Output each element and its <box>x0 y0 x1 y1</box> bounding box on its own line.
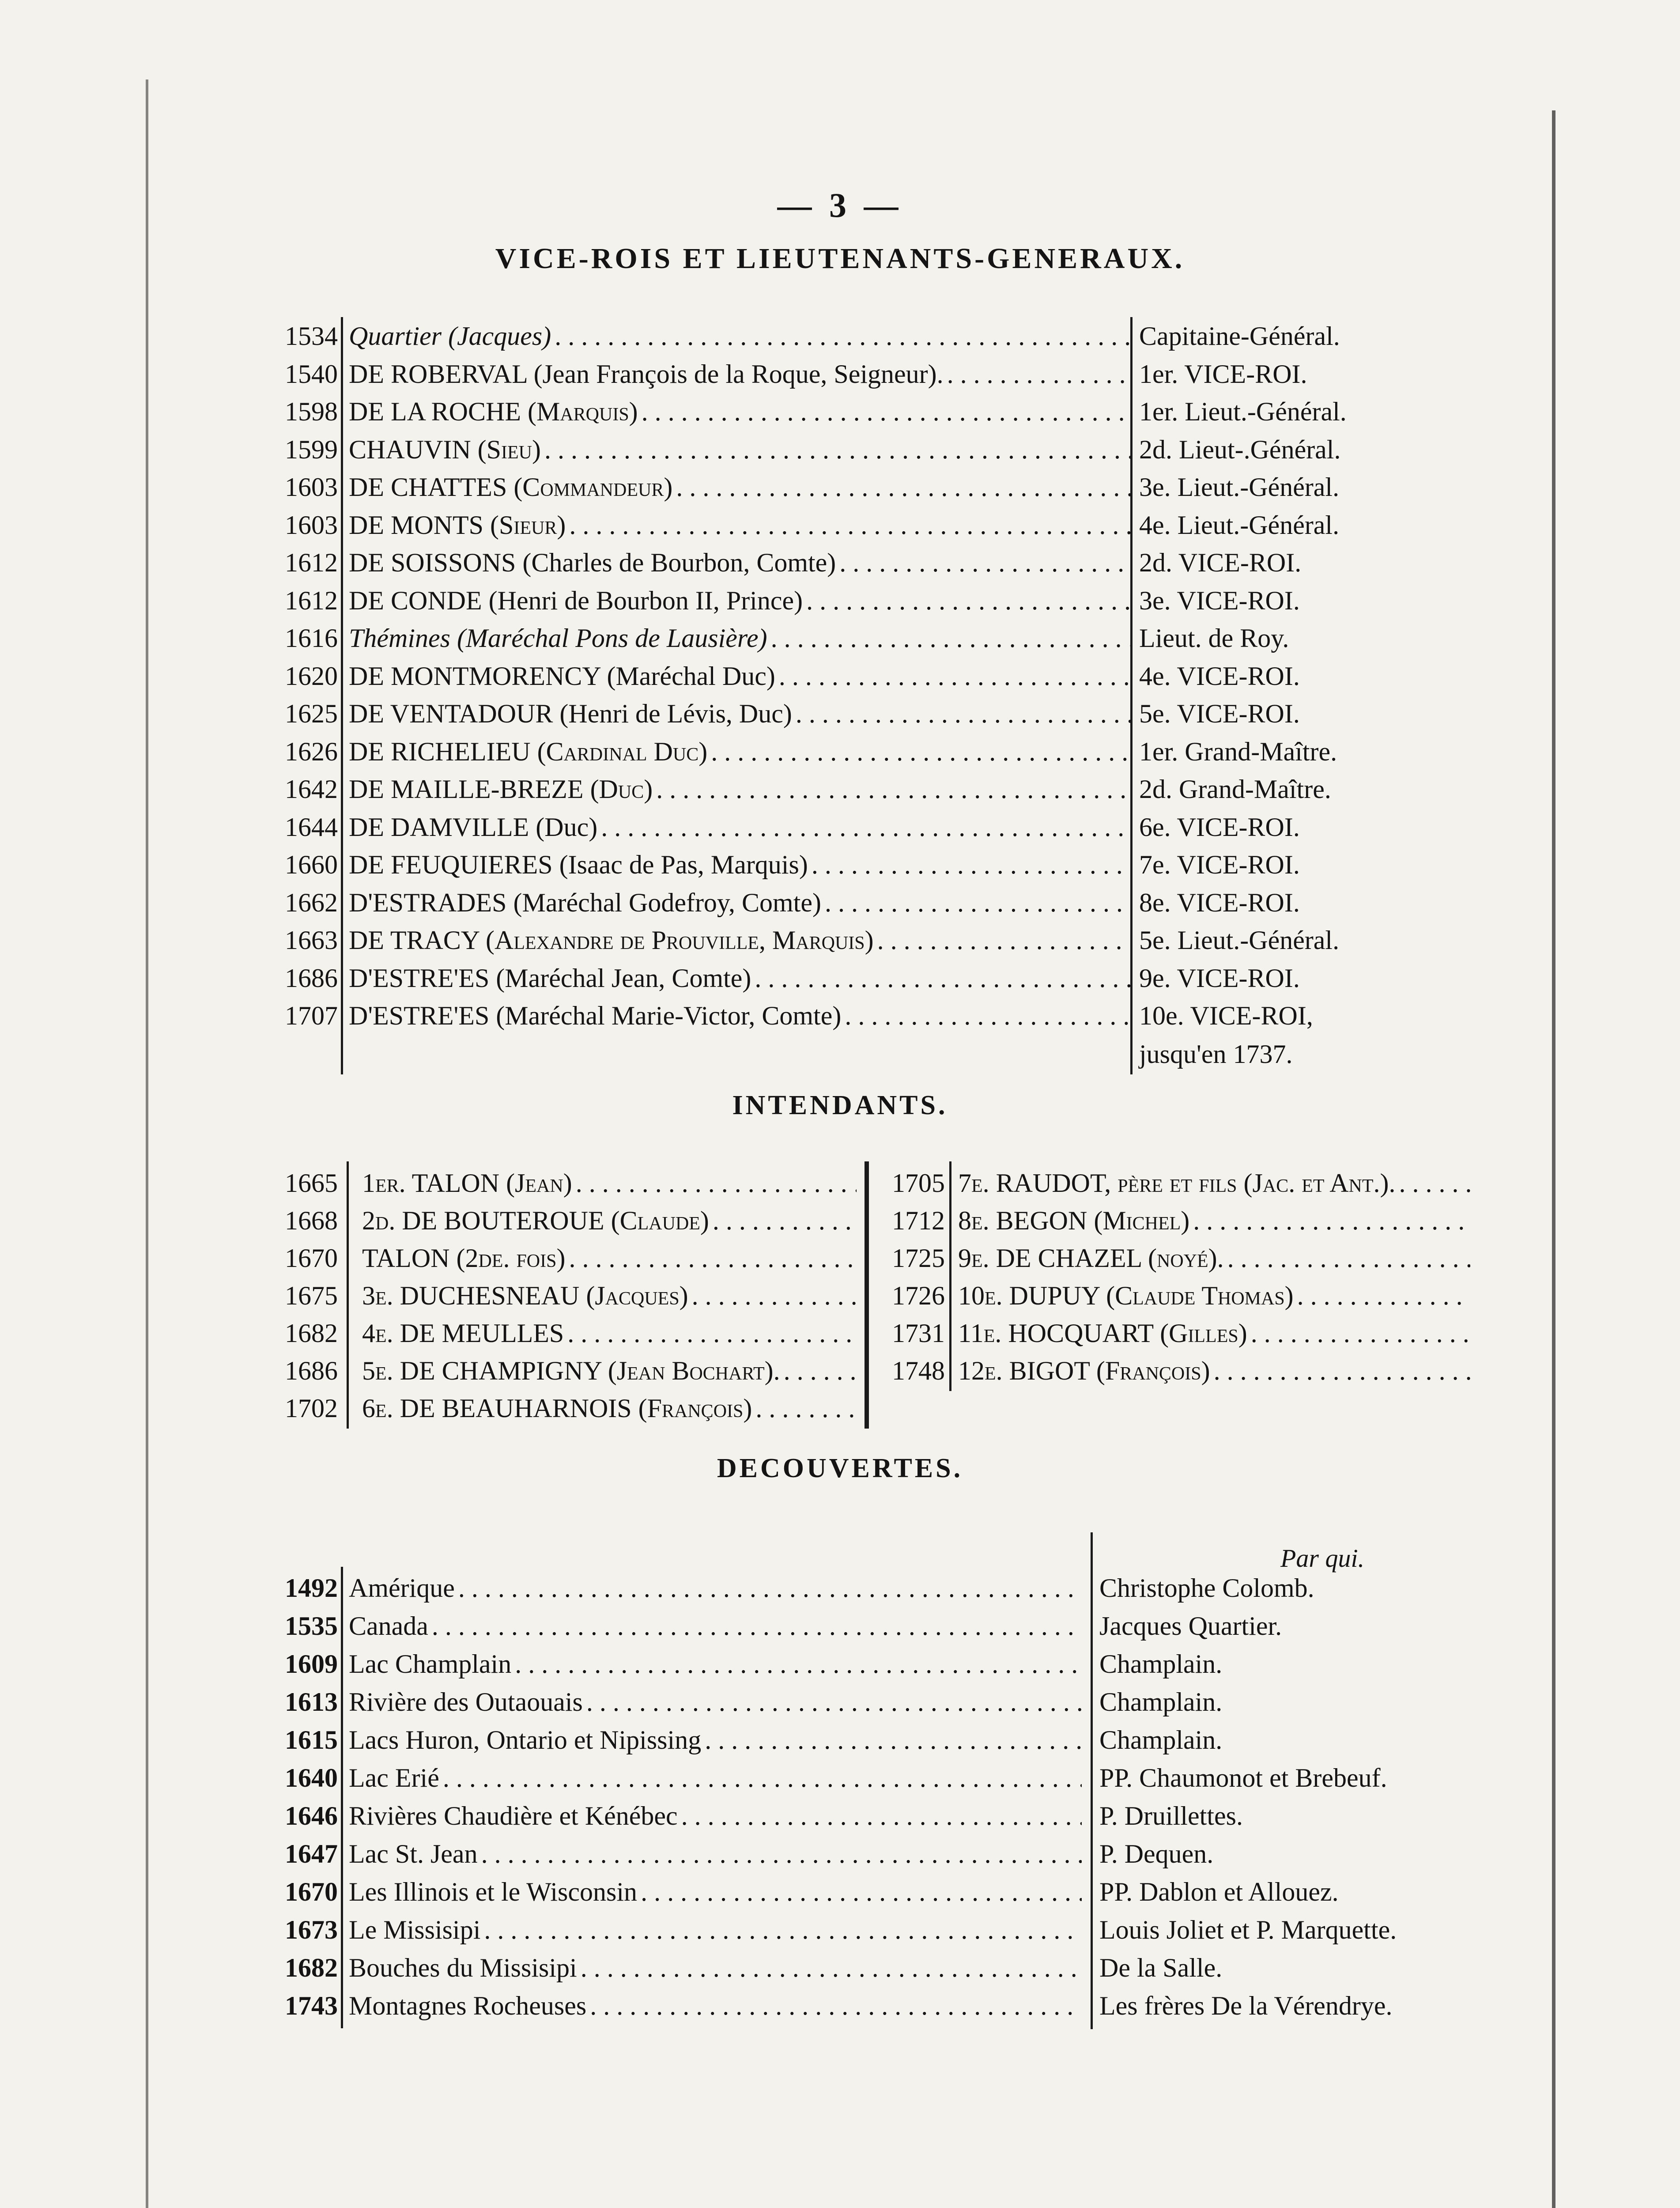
section-title-intendants: INTENDANTS. <box>732 1090 948 1120</box>
entry-name: Lac Erié <box>349 1763 439 1792</box>
entry-name: DE LA ROCHE (Marquis) <box>349 397 638 426</box>
entry-year: 1725 <box>892 1244 945 1273</box>
dot-leader <box>586 1987 1082 2025</box>
dot-leader <box>653 770 1130 808</box>
table-row <box>0 733 1545 771</box>
table-row <box>0 770 1545 808</box>
dot-leader <box>583 1683 1082 1721</box>
entry-role: 1er. VICE-ROI. <box>1139 359 1307 389</box>
entry-name-cell <box>958 1314 1470 1352</box>
dot-leader <box>480 1911 1082 1949</box>
entry-name: Montagnes Rocheuses <box>349 1991 587 2020</box>
entry-year: 1646 <box>285 1801 338 1830</box>
entry-year: 1662 <box>285 888 338 917</box>
table-row <box>0 1389 865 1427</box>
entry-year: 1615 <box>285 1725 338 1754</box>
dot-leader <box>808 846 1130 884</box>
entry-year: 1668 <box>285 1206 338 1235</box>
dot-leader <box>566 506 1130 544</box>
table-row <box>0 1683 1545 1721</box>
entry-name-cell <box>958 1277 1470 1315</box>
entry-year: 1616 <box>285 624 338 653</box>
entry-name-cell <box>349 317 1130 355</box>
entry-name-cell <box>958 1239 1470 1277</box>
entry-name: Lac Champlain <box>349 1649 512 1679</box>
entry-name: D'ESTRE'ES (Maréchal Marie-Victor, Comte) <box>349 1001 842 1030</box>
table-row <box>0 1314 1501 1352</box>
entry-year: 1535 <box>285 1611 338 1641</box>
entry-year: 1670 <box>285 1877 338 1906</box>
entry-discoverer: P. Druillettes. <box>1099 1801 1243 1830</box>
dot-leader <box>821 884 1130 922</box>
dot-leader <box>672 468 1130 506</box>
entry-name-cell <box>349 695 1130 733</box>
table-row <box>0 544 1545 582</box>
entry-name: Lac St. Jean <box>349 1839 478 1868</box>
entry-year: 1682 <box>285 1953 338 1982</box>
entry-discoverer: Les frères De la Vérendrye. <box>1099 1991 1393 2020</box>
entry-year: 1612 <box>285 548 338 577</box>
entry-year: 1603 <box>285 510 338 540</box>
dot-leader <box>551 317 1130 355</box>
entry-name-cell <box>958 1164 1470 1202</box>
table-row <box>0 1239 1501 1277</box>
entry-year: 1599 <box>285 435 338 464</box>
entry-name: 8e. BEGON (Michel) <box>958 1206 1190 1235</box>
entry-role: 8e. VICE-ROI. <box>1139 888 1300 917</box>
entry-name-cell <box>349 1645 1082 1683</box>
table-row <box>0 1645 1545 1683</box>
entry-year: 1644 <box>285 812 338 842</box>
dot-leader <box>1247 1314 1470 1352</box>
entry-name: 6e. DE BEAUHARNOIS (François) <box>362 1394 752 1423</box>
entry-name: D'ESTRADES (Maréchal Godefroy, Comte) <box>349 888 822 917</box>
entry-name: Rivières Chaudière et Kénébec <box>349 1801 678 1830</box>
dot-leader <box>1396 1164 1470 1202</box>
dot-leader <box>1224 1239 1470 1277</box>
vice-rois-continuation: jusqu'en 1737. <box>1139 1040 1293 1069</box>
entry-year: 1675 <box>285 1281 338 1310</box>
entry-role: 4e. Lieut.-Général. <box>1139 510 1340 540</box>
entry-name: DE RICHELIEU (Cardinal Duc) <box>349 737 708 766</box>
entry-name-cell <box>349 657 1130 695</box>
table-row <box>0 1721 1545 1759</box>
entry-name: 1er. TALON (Jean) <box>362 1168 572 1198</box>
entry-role: 2d. Grand-Maître. <box>1139 775 1331 804</box>
entry-name: 4e. DE MEULLES <box>362 1319 564 1348</box>
decouvertes-by-header: Par qui. <box>1280 1544 1365 1573</box>
entry-role: 1er. Grand-Maître. <box>1139 737 1337 766</box>
entry-discoverer: Christophe Colomb. <box>1099 1573 1314 1603</box>
entry-year: 1640 <box>285 1763 338 1792</box>
entry-role: 5e. VICE-ROI. <box>1139 699 1300 728</box>
entry-role: 4e. VICE-ROI. <box>1139 661 1300 691</box>
dot-leader <box>511 1645 1082 1683</box>
entry-year: 1731 <box>892 1319 945 1348</box>
entry-year: 1625 <box>285 699 338 728</box>
entry-role: 9e. VICE-ROI. <box>1139 963 1300 993</box>
entry-name: 3e. DUCHESNEAU (Jacques) <box>362 1281 688 1310</box>
entry-year: 1686 <box>285 1356 338 1385</box>
entry-name: D'ESTRE'ES (Maréchal Jean, Comte) <box>349 963 751 993</box>
table-row <box>0 1607 1545 1645</box>
entry-name: 11e. HOCQUART (Gilles) <box>958 1319 1247 1348</box>
entry-year: 1707 <box>285 1001 338 1030</box>
entry-name-cell <box>349 921 1130 959</box>
entry-year: 1540 <box>285 359 338 389</box>
entry-name-cell <box>349 1569 1082 1607</box>
entry-name: DE VENTADOUR (Henri de Lévis, Duc) <box>349 699 792 728</box>
entry-year: 1726 <box>892 1281 945 1310</box>
table-row <box>0 431 1545 469</box>
entry-name-cell <box>349 1949 1082 1987</box>
dot-leader <box>439 1759 1082 1797</box>
dot-leader <box>701 1721 1082 1759</box>
entry-year: 1660 <box>285 850 338 879</box>
entry-year: 1626 <box>285 737 338 766</box>
dot-leader <box>751 959 1130 997</box>
entry-year: 1642 <box>285 775 338 804</box>
table-row <box>0 657 1545 695</box>
entry-role: 6e. VICE-ROI. <box>1139 812 1300 842</box>
entry-discoverer: Champlain. <box>1099 1725 1223 1754</box>
table-row <box>0 317 1545 355</box>
entry-name-cell <box>349 846 1130 884</box>
entry-name-cell <box>349 1873 1082 1911</box>
entry-name: Les Illinois et le Wisconsin <box>349 1877 638 1906</box>
entry-name-cell <box>349 582 1130 620</box>
dot-leader <box>455 1569 1082 1607</box>
entry-role: 3e. Lieut.-Général. <box>1139 473 1340 502</box>
entry-name: 7e. RAUDOT, père et fils (Jac. et Ant.). <box>958 1168 1396 1198</box>
table-row <box>0 1277 1501 1315</box>
entry-role: 1er. Lieut.-Général. <box>1139 397 1347 426</box>
entry-name-cell <box>958 1202 1470 1240</box>
dot-leader <box>597 808 1130 846</box>
entry-name: DE ROBERVAL (Jean François de la Roque, Seigneur). <box>349 359 944 389</box>
entry-discoverer: PP. Chaumonot et Brebeuf. <box>1099 1763 1387 1792</box>
dot-leader <box>775 657 1130 695</box>
entry-name-cell <box>349 1683 1082 1721</box>
entry-name: DE MAILLE-BREZE (Duc) <box>349 775 653 804</box>
entry-year: 1712 <box>892 1206 945 1235</box>
entry-role: Lieut. de Roy. <box>1139 624 1289 653</box>
table-row <box>0 1949 1545 1987</box>
entry-name: DE MONTMORENCY (Maréchal Duc) <box>349 661 775 691</box>
dot-leader <box>1210 1352 1470 1390</box>
table-row <box>0 921 1545 959</box>
table-row <box>0 393 1545 431</box>
entry-role: 2d. Lieut-.Général. <box>1139 435 1341 464</box>
entry-name: DE SOISSONS (Charles de Bourbon, Comte) <box>349 548 836 577</box>
dot-leader <box>841 997 1130 1035</box>
entry-name: Le Missisipi <box>349 1915 481 1944</box>
entry-role: 3e. VICE-ROI. <box>1139 586 1300 615</box>
table-row <box>0 1759 1545 1797</box>
entry-name-cell <box>349 997 1130 1035</box>
entry-year: 1665 <box>285 1168 338 1198</box>
entry-year: 1609 <box>285 1649 338 1679</box>
entry-name: 12e. BIGOT (François) <box>958 1356 1210 1385</box>
entry-name-cell <box>349 1987 1082 2025</box>
dot-leader <box>767 619 1130 657</box>
entry-name-cell <box>349 619 1130 657</box>
dot-leader <box>638 393 1130 431</box>
entry-name: Rivière des Outaouais <box>349 1687 583 1716</box>
entry-year: 1612 <box>285 586 338 615</box>
entry-name: CHAUVIN (Sieu) <box>349 435 541 464</box>
entry-name: 9e. DE CHAZEL (noyé). <box>958 1244 1224 1273</box>
entry-name-cell <box>349 468 1130 506</box>
dot-leader <box>1189 1202 1470 1240</box>
entry-name-cell <box>349 808 1130 846</box>
table-row <box>0 1911 1545 1949</box>
entry-name: DE FEUQUIERES (Isaac de Pas, Marquis) <box>349 850 808 879</box>
entry-name-cell <box>958 1352 1470 1390</box>
dot-leader <box>803 582 1130 620</box>
entry-year: 1743 <box>285 1991 338 2020</box>
table-row <box>0 1873 1545 1911</box>
entry-year: 1647 <box>285 1839 338 1868</box>
entry-role: 7e. VICE-ROI. <box>1139 850 1300 879</box>
page-number: — 3 — <box>777 186 903 224</box>
entry-discoverer: De la Salle. <box>1099 1953 1223 1982</box>
table-row <box>0 695 1545 733</box>
dot-leader <box>836 544 1130 582</box>
entry-name-cell <box>349 884 1130 922</box>
entry-role: 10e. VICE-ROI, <box>1139 1001 1313 1030</box>
entry-year: 1620 <box>285 661 338 691</box>
entry-name: Quartier (Jacques) <box>349 321 551 351</box>
entry-name-cell <box>349 1911 1082 1949</box>
entry-discoverer: P. Dequen. <box>1099 1839 1214 1868</box>
entry-name: DE DAMVILLE (Duc) <box>349 812 598 842</box>
entry-discoverer: Champlain. <box>1099 1649 1223 1679</box>
table-row <box>0 582 1545 620</box>
entry-year: 1702 <box>285 1394 338 1423</box>
entry-year: 1663 <box>285 926 338 955</box>
entry-name: Bouches du Missisipi <box>349 1953 577 1982</box>
entry-name: TALON (2de. fois) <box>362 1244 566 1273</box>
dot-leader <box>707 733 1130 771</box>
dot-leader <box>678 1797 1082 1835</box>
entry-year: 1705 <box>892 1168 945 1198</box>
entry-name-cell <box>349 506 1130 544</box>
entry-year: 1534 <box>285 321 338 351</box>
entry-name-cell <box>349 1797 1082 1835</box>
entry-name-cell <box>349 770 1130 808</box>
entry-discoverer: Champlain. <box>1099 1687 1223 1716</box>
table-row <box>0 468 1545 506</box>
table-row <box>0 1164 1501 1202</box>
table-row <box>0 1797 1545 1835</box>
dot-leader <box>541 431 1130 469</box>
entry-name-cell <box>349 959 1130 997</box>
table-row <box>0 619 1545 657</box>
entry-name-cell <box>362 1389 857 1427</box>
entry-name: 10e. DUPUY (Claude Thomas) <box>958 1281 1294 1310</box>
entry-year: 1673 <box>285 1915 338 1944</box>
entry-year: 1492 <box>285 1573 338 1603</box>
dot-leader <box>944 355 1130 393</box>
entry-year: 1603 <box>285 473 338 502</box>
entry-name: DE CHATTES (Commandeur) <box>349 473 673 502</box>
dot-leader <box>1294 1277 1470 1315</box>
dot-leader <box>752 1389 857 1427</box>
section-title-vice-rois: VICE-ROIS ET LIEUTENANTS-GENERAUX. <box>495 242 1185 275</box>
entry-name: 2d. DE BOUTEROUE (Claude) <box>362 1206 709 1235</box>
dot-leader <box>637 1873 1082 1911</box>
entry-name-cell <box>349 431 1130 469</box>
dot-leader <box>428 1607 1082 1645</box>
entry-year: 1682 <box>285 1319 338 1348</box>
entry-name: 5e. DE CHAMPIGNY (Jean Bochart). <box>362 1356 780 1385</box>
entry-year: 1670 <box>285 1244 338 1273</box>
dot-leader <box>478 1835 1082 1873</box>
table-row <box>0 846 1545 884</box>
entry-name: Canada <box>349 1611 428 1641</box>
table-row <box>0 1202 1501 1240</box>
table-row <box>0 1987 1545 2025</box>
entry-role: Capitaine-Général. <box>1139 321 1340 351</box>
entry-role: 5e. Lieut.-Général. <box>1139 926 1340 955</box>
entry-name-cell <box>349 1607 1082 1645</box>
entry-year: 1748 <box>892 1356 945 1385</box>
table-row <box>0 506 1545 544</box>
table-row <box>0 808 1545 846</box>
entry-name-cell <box>349 355 1130 393</box>
entry-name: Thémines (Maréchal Pons de Lausière) <box>349 624 767 653</box>
entry-discoverer: Jacques Quartier. <box>1099 1611 1282 1641</box>
entry-name-cell <box>349 393 1130 431</box>
entry-name-cell <box>349 1759 1082 1797</box>
table-row <box>0 997 1545 1035</box>
dot-leader <box>874 921 1130 959</box>
entry-year: 1598 <box>285 397 338 426</box>
entry-year: 1613 <box>285 1687 338 1716</box>
entry-name: Lacs Huron, Ontario et Nipissing <box>349 1725 702 1754</box>
entry-name-cell <box>349 1721 1082 1759</box>
dot-leader <box>792 695 1130 733</box>
table-row <box>0 355 1545 393</box>
entry-name-cell <box>349 1835 1082 1873</box>
entry-name-cell <box>349 733 1130 771</box>
scan-edge-right <box>1552 110 1555 2208</box>
entry-discoverer: Louis Joliet et P. Marquette. <box>1099 1915 1397 1944</box>
table-row <box>0 1352 1501 1390</box>
entry-name-cell <box>349 544 1130 582</box>
entry-year: 1686 <box>285 963 338 993</box>
entry-name: Amérique <box>349 1573 455 1603</box>
entry-discoverer: PP. Dablon et Allouez. <box>1099 1877 1339 1906</box>
entry-role: 2d. VICE-ROI. <box>1139 548 1302 577</box>
dot-leader <box>577 1949 1082 1987</box>
table-row <box>0 1835 1545 1873</box>
table-row <box>0 1569 1545 1607</box>
entry-name: DE TRACY (Alexandre de Prouville, Marquis) <box>349 926 874 955</box>
table-row <box>0 884 1545 922</box>
entry-name: DE MONTS (Sieur) <box>349 510 566 540</box>
table-row <box>0 959 1545 997</box>
section-title-decouvertes: DECOUVERTES. <box>717 1453 963 1483</box>
entry-name: DE CONDE (Henri de Bourbon II, Prince) <box>349 586 803 615</box>
